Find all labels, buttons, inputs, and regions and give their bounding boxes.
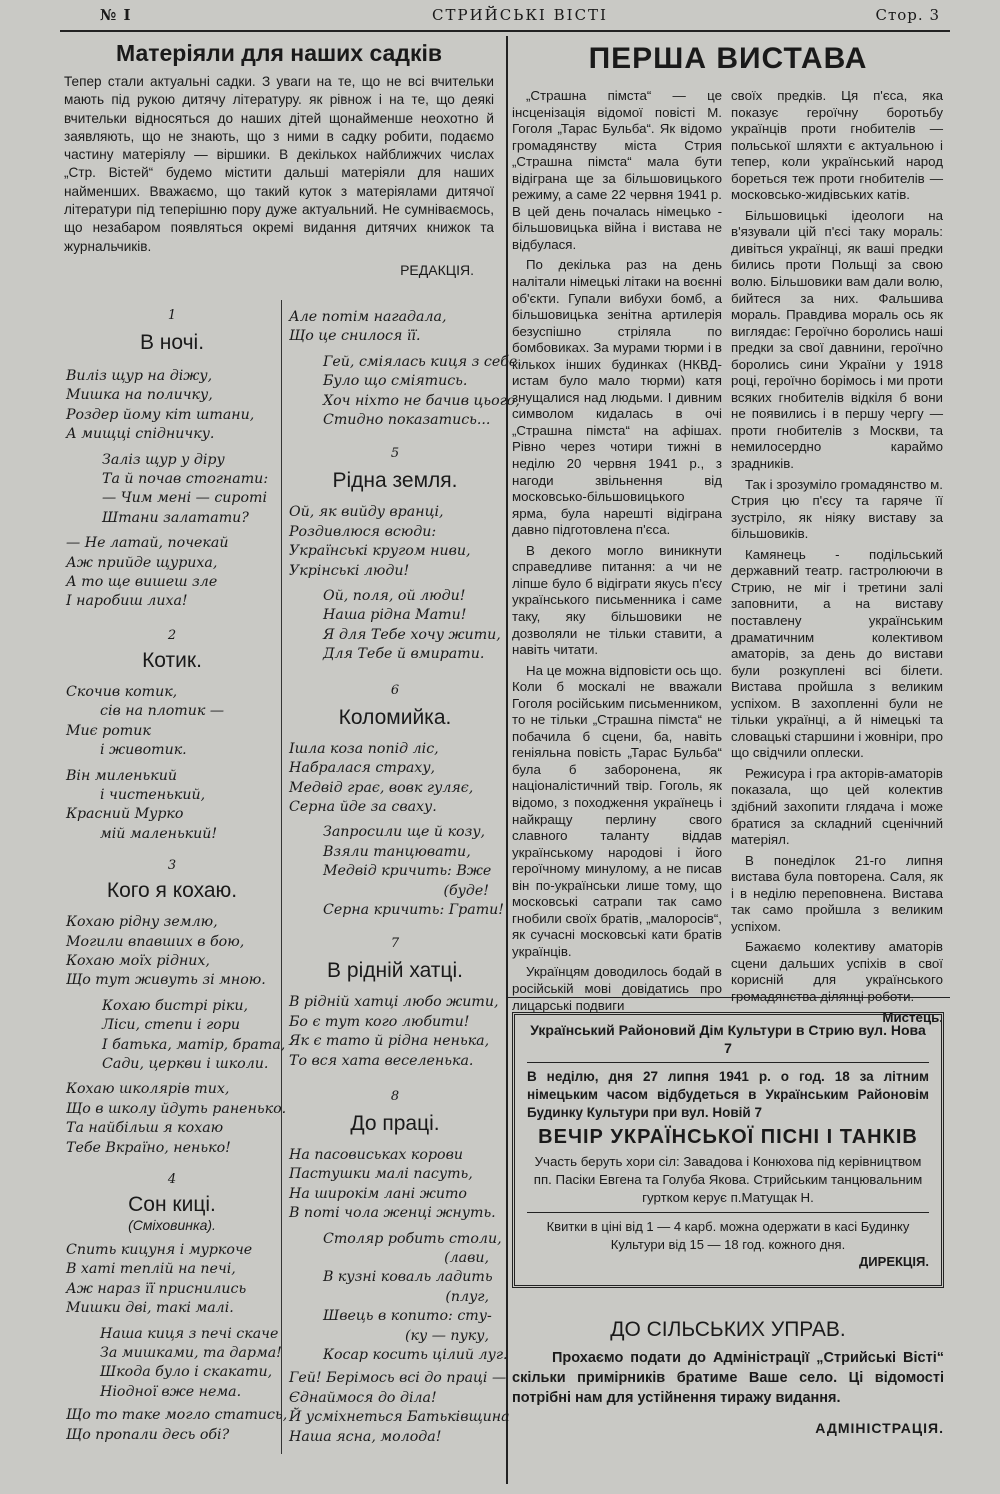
- stanza: Заліз щур у діру Та й почав стогнати: — Чим мені — сироті Штани залатати?: [102, 451, 269, 526]
- stanza: Кохаю школярів тих, Що в школу йдуть раненько. Та найбільш я кохаю Тебе Вкраїно, ненько!: [66, 1081, 287, 1156]
- stanza: На пасовиськах корови Пастушки малі пасуть, На широкім лані жито В поті чола женці жнуть.: [289, 1146, 496, 1222]
- notice-signature: АДМІНІСТРАЦІЯ.: [815, 1420, 944, 1436]
- poem-title: До праці.: [350, 1111, 440, 1135]
- event-announcement: [512, 1009, 944, 1288]
- poem-number: 1: [167, 308, 177, 323]
- poem-number: 7: [390, 936, 400, 952]
- village-notice: [512, 1318, 944, 1436]
- stanza: Ой, поля, ой люди! Наша рідна Мати! Я для Тебе хочу жити, Для Тебе й вмирати.: [323, 588, 501, 663]
- newspaper-title: СТРИЙСЬКІ ВІСТІ: [432, 6, 608, 24]
- poem-column-b: [289, 308, 522, 1447]
- section-rule: [508, 997, 950, 998]
- announcement-tickets: Квитки в ціні від 1 — 4 карб. можна одержати в касі Будинку Культури від 15 — 18 год. кожного дня.: [546, 1219, 910, 1252]
- section-intro: Тепер стали актуальні садки. З уваги на те, що не всі вчительки мають під рукою дитячу літературу. як рівнож і на те, що деякі вчительки відносяться до наших дітей щонайменше неохотно й заявляють, що не знають, що з ними в садку робити, подаємо частину матеріялу — віршики. В декількох найближчих числах „Стр. Вістей“ будемо містити дальші матеріяли для наших найменших. Вважаємо, що такий куток з матеріялами дитячої літератури під теперішню пору дуже актуальний. Не сумніваємось, що незабаром появляться окремі видання дитячих книжок та журнальчиків.: [64, 74, 494, 254]
- poem-7: [289, 936, 501, 1071]
- poem-title: Сон киці.: [128, 1193, 216, 1216]
- announcement-details: Участь беруть хори сіл: Завадова і Конюхова під керівництвом пп. Пасіки Евгена та Голуба Якова. Стрийським танцювальним гуртком керує п.Матущак Н.: [533, 1154, 923, 1205]
- article-column-1: „Страшна пімста“ — це інсценізація відомої повісті М. Гоголя „Тарас Бульба“. Як відомо громадянству міста Стрия „Страшна пімста“ мала бути відіграна ще за більшовицького режиму, а саме 22 червня 1941 р. В цей день почалась німецько - більшовицька війна і вистава не відбулася. По декілька раз на день налітали німецькі літаки на воєнні об'єкти. Гупали вибухи бомб, а більшовицька зенітна артилерія безуспішно стріляла по бомбовиках. За мурами тюрми і в кількох інших будинках (НКВД-истам було мало тюрми) катя знущалися над людьми. І дивним символом кидалась в очі „Страшна пімста“ на афішах. Рівно через чотири тижні в неділю 20 червня 1941 р., з нагоди звільнення від московсько-більшовицького ярма, була нарешті відіграна давно підготовлена п'єса. В декого могло виникнути справедливе питання: а чи не ліпше було б відіграти якусь п'єсу українського письменника і саме таку, яку більшовики не дозволяли не тільки ставити, а навіть читати. На це можна відповісти ось що. Коли б москалі не вважали Гоголя російським письменником, то не тільки „Страшна пімста“ не побачила б сцени, ба, навіть геніяльна повість „Тарас Бульба“ була б заборонена, як націоналістичний твір. Гоголь, як відомо, з походження українець і найкращу перлину свого славного таланту віддав українському народові і його героїчному минулому, а не писав він по-українськи лише тому, що московські сатрапи так само гнобили своїх братів, „малоросів“, як сучасні московські кати братів українців. Українцям доводилось бодай в російській мові довідатись про лицарські подвиги: [512, 88, 722, 1013]
- announcement-title: ВЕЧІР УКРАЇНСЬКОЇ ПІСНІ І ТАНКІВ: [538, 1126, 918, 1148]
- stanza: Виліз щур на діжу, Мишка на поличку, Роздер йому кіт штани, А мищці спідничку.: [66, 368, 255, 443]
- article-title: ПЕРША ВИСТАВА: [588, 42, 868, 75]
- stanza: Що то таке могло статись, Що пропали десь обі?: [66, 1407, 288, 1443]
- poem-number: 8: [390, 1088, 400, 1104]
- stanza: Гей, сміялась киця з себе. Було що сміятись. Хоч ніхто не бачив цього, Стидно показатись...: [323, 353, 522, 429]
- stanza: Але потім нагадала, Що це снилося її.: [289, 309, 447, 345]
- poem-4-continued: [289, 308, 522, 430]
- stanza: В рідній хатці любо жити, Бо є тут кого любити! Як є тато й рідна ненька, То вся хата веселенька.: [289, 994, 499, 1069]
- poem-2: [66, 628, 278, 844]
- stanza: Він миленький і чистенький, Красний Мурко мій маленький!: [66, 767, 218, 842]
- announcement-heading: Український Районовий Дім Культури в Стрию вул. Нова 7: [530, 1022, 926, 1056]
- poem-number: 4: [167, 1172, 177, 1187]
- poem-1: [66, 308, 278, 612]
- announcement-signature: ДИРЕКЦІЯ.: [859, 1254, 929, 1269]
- page-header: [100, 6, 940, 30]
- stanza: Гей! Берімось всі до праці — Єднаймося до діла! Й усміхнеться Батьківщина Наша ясна, молода!: [289, 1370, 510, 1445]
- stanza: Ішла коза попід ліс, Набралася страху, Медвід грає, вовк гуляє, Серна йде за сваху.: [289, 740, 474, 815]
- poem-column-divider: [281, 300, 282, 1454]
- notice-title: ДО СІЛЬСЬКИХ УПРАВ.: [610, 1318, 846, 1341]
- poem-title: Кого я кохаю.: [106, 879, 238, 903]
- poem-title: Коломийка.: [338, 705, 452, 729]
- kindergarten-section: [64, 40, 494, 278]
- header-rule: [60, 30, 950, 32]
- poem-title: В рідній хатці.: [327, 959, 463, 983]
- poem-4: [66, 1172, 288, 1445]
- announcement-intro: В неділю, дня 27 липня 1941 р. о год. 18 за літним німецьким часом відбудеться в Українським Районовім Будинку Культури при вул. Новій 7: [527, 1069, 929, 1120]
- section-title: Матеріяли для наших садків: [116, 40, 442, 66]
- stanza: Кохаю рідну землю, Могили впавших в бою, Кохаю моїх рідних, Що тут живуть зі мною.: [66, 914, 266, 989]
- column-divider: [506, 36, 508, 1484]
- poem-title: Котик.: [142, 648, 202, 672]
- poem-number: 6: [390, 682, 400, 698]
- poem-5: [289, 446, 501, 664]
- poem-number: 3: [167, 858, 177, 874]
- article-signature: Мистець.: [882, 1009, 943, 1025]
- stanza: Запросили ще й козу, Взяли танцювати, Медвід кричить: Вже (буде! Серна кричить: Грати!: [323, 824, 504, 918]
- poem-title: Рідна земля.: [332, 469, 458, 493]
- editor-signature: РЕДАКЦІЯ.: [400, 261, 474, 278]
- page-number: Стор. 3: [875, 6, 940, 24]
- poem-6: [289, 682, 504, 921]
- poem-number: 2: [167, 627, 177, 643]
- notice-body: Прохаємо подати до Адміністрації „Стрийські Вісті“ скільки примірників братиме Ваше село. Ці відомості потрібні нам для устійнення тиражу видання.: [512, 1350, 944, 1406]
- poem-8: [289, 1088, 510, 1447]
- stanza: Скочив котик, сів на плотик — Миє ротик і животик.: [66, 683, 225, 759]
- stanza: Ой, як вийду вранці, Роздивлюся всюди: Українські кругом ниви, Укрінські люди!: [289, 504, 471, 579]
- stanza: Спить кицуня і муркоче В хаті теплій на печі, Аж нараз її приснились Мишки дві, такі малі.: [66, 1242, 253, 1317]
- poem-subtitle: (Сміховинка).: [128, 1217, 216, 1233]
- issue-number: № I: [100, 6, 132, 24]
- stanza: — Не латай, почекай Аж прийде щуриха, А то ще вишеш зле І наробиш лиха!: [66, 535, 229, 610]
- stanza: Наша киця з печі скаче За мишками, та дарма! Шкода було і скакати, Ніодної вже нема.: [100, 1325, 282, 1400]
- article-column-2: своїх предків. Ця п'єса, яка показує героїчну боротьбу українців проти гнобителів — польської шляхти є актуальною і тепер, коли український народ бореться теж проти гнобителів — московсько-жидівських катів. Більшовицькі ідеологи на в'язували цій п'єсі таку мораль: дивіться українці, як ваші предки бились проти Польщі за свою волю. Більшовики вам дали волю, бийтеся за них. Фальшива мораль. Правдива мораль ось як виглядає: Героїчно боролись наші предки за свої давнини, героїчно боролись сини України у 1918 році, героїчно борімось і ми проти всяких гнобителів відкіля б вони не появились і в першу чергу — проти гнобителів з Москви, та немилосердно караймо зрадників. Так і зрозуміло громадянство м. Стрия цю п'єсу та гаряче її зустріло, як ніяку виставу за більшовиків. Камянець - подільський державний театр. гастролюючи в Стрию, не міг і третини залі заповнити, а на виставу поставлену українським драматичним колективом аматорів, за день до вистави були розкуплені всі білети. Вистава пройшла з великим успіхом. В захопленні були не тільки українці, а й німецькі та словацькі старшини і жовніри, про що свідчили оплески. Режисура і гра акторів-аматорів показала, що цей колектив здібний захопити глядача і може братися за складний сценічний матеріял. В понеділок 21-го липня вистава була повторена. Саля, як і в неділю переповнена. Вистава так само пройшла з великим успіхом. Бажаємо колективу аматорів сцени дальших успіхів в свої корисній для українського громадянства ділянці роботи. Мистець.: [731, 88, 943, 1025]
- poem-title: В ночі.: [139, 331, 205, 354]
- stanza: Кохаю бистрі ріки, Ліси, степи і гори І батька, матір, брата, Сади, церкви і школи.: [102, 997, 286, 1072]
- poem-column-a: [66, 308, 288, 1445]
- poem-number: 5: [390, 446, 400, 462]
- poem-3: [66, 858, 287, 1158]
- stanza: Столяр робить столи, (лави, В кузні коваль ладить (плуг, Швець в копито: сту- (ку — пуку, Косар косить цілий луг.: [323, 1230, 508, 1364]
